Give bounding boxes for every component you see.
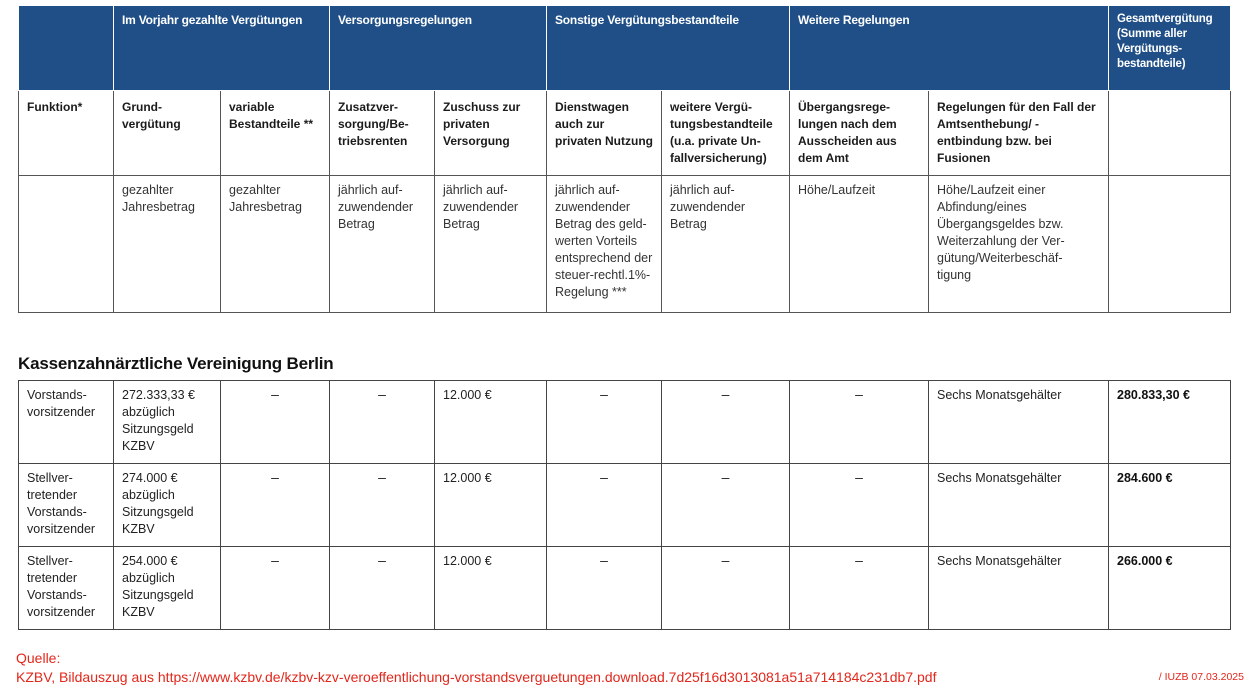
header-table [18, 5, 1231, 313]
descr-weitere: jährlich auf- zuwendender Betrag [662, 176, 790, 313]
cell-dienstwagen: – [547, 464, 662, 547]
section-title: Kassenzahnärztliche Vereinigung Berlin [18, 354, 334, 373]
cell-dienstwagen: – [547, 547, 662, 630]
date-stamp: / IUZB 07.03.2025 [1158, 671, 1244, 683]
cell-regelungen: Sechs Monatsgehälter [929, 381, 1109, 464]
cell-weitere: – [662, 547, 790, 630]
col-weitere-verguetung: weitere Vergütungsbestandteile (u.a. private Unfallversicherung) [662, 91, 790, 176]
group-versorgung: Versorgungsregelungen [330, 6, 547, 91]
cell-regelungen: Sechs Monatsgehälter [929, 547, 1109, 630]
cell-weitere: – [662, 381, 790, 464]
descr-zusatz: jährlich auf- zuwendender Betrag [330, 176, 435, 313]
table-row [19, 381, 1231, 464]
source-label: Quelle: [16, 650, 61, 666]
group-gesamtverguetung: Gesamtvergütung (Summe aller Vergütungsbestandteile) [1109, 6, 1231, 91]
cell-uebergang: – [790, 381, 929, 464]
cell-zuschuss: 12.000 € [435, 464, 547, 547]
col-amtsenthebung: Regelungen für den Fall der Amtsenthebung/ -entbindung bzw. bei Fusionen [929, 91, 1109, 176]
source-link[interactable]: KZBV, Bildauszug aus https://www.kzbv.de/kzbv-kzv-veroeffentlichung-vorstandsverguetungen.download.7d25f16d3013081a51a714184c231db7.pdf [16, 669, 937, 685]
cell-weitere: – [662, 464, 790, 547]
cell-grund: 254.000 € abzüglich Sitzungsgeld KZBV [114, 547, 221, 630]
cell-variable: – [221, 464, 330, 547]
cell-total: 284.600 € [1109, 464, 1231, 547]
header-group-row [19, 6, 1231, 91]
group-cell-empty [19, 6, 114, 91]
cell-zusatz: – [330, 547, 435, 630]
cell-function: Stellver- tretender Vorstands- vorsitzender [19, 547, 114, 630]
cell-regelungen: Sechs Monatsgehälter [929, 464, 1109, 547]
cell-grund: 274.000 € abzüglich Sitzungsgeld KZBV [114, 464, 221, 547]
cell-uebergang: – [790, 464, 929, 547]
cell-function: Vorstands- vorsitzender [19, 381, 114, 464]
cell-zusatz: – [330, 381, 435, 464]
remuneration-table [18, 380, 1231, 630]
cell-zusatz: – [330, 464, 435, 547]
cell-total: 266.000 € [1109, 547, 1231, 630]
col-uebergang: Übergangsregelungen nach dem Ausscheiden aus dem Amt [790, 91, 929, 176]
cell-uebergang: – [790, 547, 929, 630]
table-row [19, 547, 1231, 630]
descr-total [1109, 176, 1231, 313]
group-weitere-regelungen: Weitere Regelungen [790, 6, 1109, 91]
descr-uebergang: Höhe/Laufzeit [790, 176, 929, 313]
group-verguetungen: Im Vorjahr gezahlte Vergütungen [114, 6, 330, 91]
col-dienstwagen: Dienstwagen auch zur privaten Nutzung [547, 91, 662, 176]
descr-variable: gezahlter Jahresbetrag [221, 176, 330, 313]
col-variable: variable Bestandteile ** [221, 91, 330, 176]
descr-amtsenthebung: Höhe/Laufzeit einer Abfindung/eines Übergangsgeldes bzw. Weiterzahlung der Ver- gütung/Weiterbeschäf- tigung [929, 176, 1109, 313]
header-column-row [19, 91, 1231, 176]
group-sonstige: Sonstige Vergütungsbestandteile [547, 6, 790, 91]
col-zuschuss: Zuschuss zur privaten Versorgung [435, 91, 547, 176]
descr-funktion [19, 176, 114, 313]
col-funktion: Funktion* [19, 91, 114, 176]
table-row [19, 464, 1231, 547]
col-grundverguetung: Grundvergütung [114, 91, 221, 176]
cell-total: 280.833,30 € [1109, 381, 1231, 464]
descr-grund: gezahlter Jahresbetrag [114, 176, 221, 313]
col-zusatzversorgung: Zusatzversorgung/Betriebsrenten [330, 91, 435, 176]
cell-zuschuss: 12.000 € [435, 547, 547, 630]
descr-dienstwagen: jährlich auf- zuwendender Betrag des geld- werten Vorteils entsprechend der steuer-rechtl.1%- Regelung *** [547, 176, 662, 313]
descr-zuschuss: jährlich auf- zuwendender Betrag [435, 176, 547, 313]
col-total-empty [1109, 91, 1231, 176]
source-note [16, 649, 936, 687]
header-description-row [19, 176, 1231, 313]
cell-variable: – [221, 547, 330, 630]
cell-dienstwagen: – [547, 381, 662, 464]
cell-zuschuss: 12.000 € [435, 381, 547, 464]
cell-variable: – [221, 381, 330, 464]
cell-function: Stellver- tretender Vorstands- vorsitzender [19, 464, 114, 547]
cell-grund: 272.333,33 € abzüglich Sitzungsgeld KZBV [114, 381, 221, 464]
